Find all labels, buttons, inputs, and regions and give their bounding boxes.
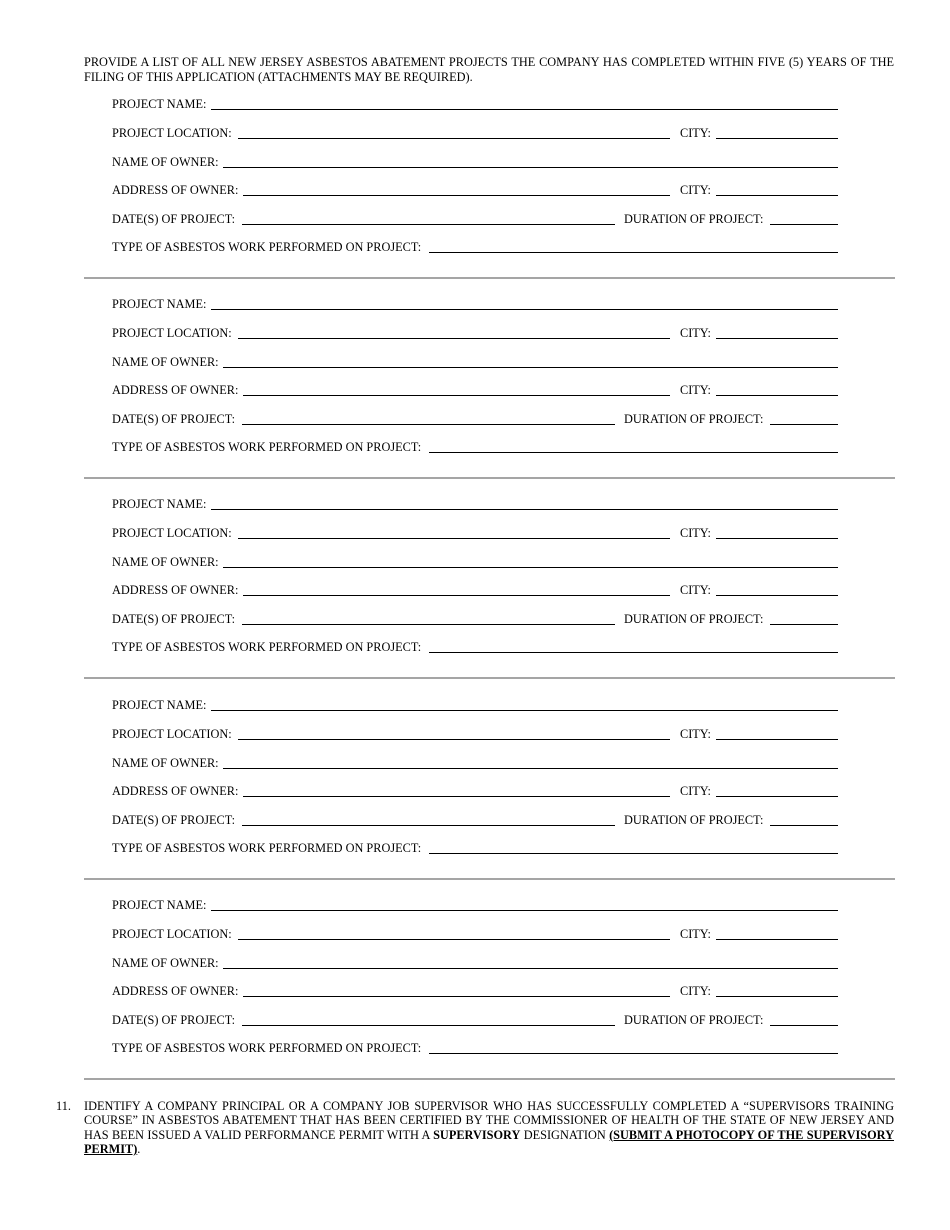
dates-of-project-label: DATE(S) OF PROJECT: (112, 812, 236, 827)
name-of-owner-label: NAME OF OWNER: (112, 355, 219, 370)
owner-city-label: CITY: (680, 383, 711, 398)
type-of-work-label: TYPE OF ASBESTOS WORK PERFORMED ON PROJECT: (112, 1040, 422, 1055)
project-name-label: PROJECT NAME: (112, 97, 207, 111)
name-of-owner-label: NAME OF OWNER: (112, 155, 219, 169)
submit-photocopy-note: (SUBMIT A PHOTOCOPY OF THE SUPERVISORY PERMIT) (84, 1127, 894, 1156)
name-of-owner-row (112, 355, 838, 371)
project-location-field[interactable] (238, 138, 670, 139)
owner-city-field[interactable] (716, 395, 838, 396)
owner-city-label: CITY: (680, 583, 711, 598)
project-location-row (112, 326, 838, 342)
city-label: CITY: (680, 126, 711, 140)
duration-of-project-label: DURATION OF PROJECT: (624, 612, 764, 627)
project-entry (0, 601, 950, 855)
project-location-field[interactable] (238, 338, 670, 339)
city-label: CITY: (680, 726, 711, 741)
project-location-label: PROJECT LOCATION: (112, 526, 232, 541)
name-of-owner-field[interactable] (223, 367, 838, 368)
name-of-owner-row (112, 756, 838, 772)
city-field[interactable] (716, 739, 838, 740)
name-of-owner-field[interactable] (223, 768, 838, 769)
dates-of-project-label: DATE(S) OF PROJECT: (112, 612, 236, 627)
owner-city-field[interactable] (716, 996, 838, 997)
project-name-row (112, 898, 838, 914)
section-divider (84, 1078, 895, 1080)
question-11-text-c: . (137, 1141, 141, 1156)
name-of-owner-row (112, 555, 838, 571)
dates-of-project-label: DATE(S) OF PROJECT: (112, 212, 236, 226)
question-11-text (84, 1099, 894, 1156)
address-of-owner-field[interactable] (243, 595, 670, 596)
type-of-work-label: TYPE OF ASBESTOS WORK PERFORMED ON PROJECT: (112, 840, 422, 855)
duration-of-project-label: DURATION OF PROJECT: (624, 812, 764, 827)
address-of-owner-label: ADDRESS OF OWNER: (112, 383, 239, 398)
address-of-owner-row (112, 183, 838, 199)
owner-city-field[interactable] (716, 595, 838, 596)
owner-city-field[interactable] (716, 796, 838, 797)
city-field[interactable] (716, 338, 838, 339)
project-location-row (112, 927, 838, 943)
address-of-owner-label: ADDRESS OF OWNER: (112, 583, 239, 598)
project-name-label: PROJECT NAME: (112, 297, 207, 312)
project-location-label: PROJECT LOCATION: (112, 326, 232, 341)
type-of-work-label: TYPE OF ASBESTOS WORK PERFORMED ON PROJECT: (112, 440, 422, 455)
question-number: 11. (56, 1099, 71, 1113)
city-label: CITY: (680, 526, 711, 541)
address-of-owner-field[interactable] (243, 395, 670, 396)
instructions-text: PROVIDE A LIST OF ALL NEW JERSEY ASBESTOS ABATEMENT PROJECTS THE COMPANY HAS COMPLETED WITHIN FIVE (5) YEARS OF THE FILING OF THIS APPLICATION (ATTACHMENTS MAY BE REQUIRED). (84, 55, 894, 84)
project-entry (0, 400, 950, 655)
type-of-work-field[interactable] (429, 1053, 838, 1054)
name-of-owner-field[interactable] (223, 167, 838, 168)
address-of-owner-row (112, 984, 838, 1000)
project-name-label: PROJECT NAME: (112, 697, 207, 712)
project-name-row (112, 497, 838, 513)
project-entry (0, 801, 950, 1055)
project-location-label: PROJECT LOCATION: (112, 726, 232, 741)
city-field[interactable] (716, 138, 838, 139)
project-name-field[interactable] (211, 910, 838, 911)
question-11 (56, 1099, 894, 1156)
city-field[interactable] (716, 538, 838, 539)
address-of-owner-field[interactable] (243, 996, 670, 997)
dates-of-project-label: DATE(S) OF PROJECT: (112, 412, 236, 427)
project-name-field[interactable] (211, 509, 838, 510)
name-of-owner-label: NAME OF OWNER: (112, 955, 219, 970)
project-location-row (112, 727, 838, 743)
project-location-row (112, 126, 838, 142)
name-of-owner-label: NAME OF OWNER: (112, 755, 219, 770)
owner-city-field[interactable] (716, 195, 838, 196)
address-of-owner-row (112, 784, 838, 800)
project-entry (0, 200, 950, 455)
address-of-owner-row (112, 583, 838, 599)
project-location-field[interactable] (238, 939, 670, 940)
address-of-owner-field[interactable] (243, 796, 670, 797)
duration-of-project-label: DURATION OF PROJECT: (624, 1012, 764, 1027)
name-of-owner-row (112, 956, 838, 972)
name-of-owner-label: NAME OF OWNER: (112, 555, 219, 570)
project-location-field[interactable] (238, 538, 670, 539)
project-location-label: PROJECT LOCATION: (112, 126, 232, 140)
duration-of-project-field[interactable] (770, 1025, 838, 1026)
name-of-owner-row (112, 155, 838, 171)
address-of-owner-field[interactable] (243, 195, 670, 196)
project-location-field[interactable] (238, 739, 670, 740)
project-name-label: PROJECT NAME: (112, 897, 207, 912)
type-of-work-label: TYPE OF ASBESTOS WORK PERFORMED ON PROJECT: (112, 640, 422, 655)
city-field[interactable] (716, 939, 838, 940)
address-of-owner-label: ADDRESS OF OWNER: (112, 783, 239, 798)
project-name-field[interactable] (211, 309, 838, 310)
owner-city-label: CITY: (680, 183, 711, 197)
name-of-owner-field[interactable] (223, 567, 838, 568)
city-label: CITY: (680, 326, 711, 341)
duration-of-project-label: DURATION OF PROJECT: (624, 412, 764, 427)
project-name-field[interactable] (211, 710, 838, 711)
owner-city-label: CITY: (680, 783, 711, 798)
dates-of-project-field[interactable] (242, 1025, 615, 1026)
question-11-text-a: IDENTIFY A COMPANY PRINCIPAL OR A COMPANY JOB SUPERVISOR WHO HAS SUCCESSFULLY COMPLETED A “SUPERVISORS TRAINING COURSE” IN ASBESTOS ABATEMENT THAT HAS BEEN CERTIFIED BY THE COMMISSIONER OF HEALTH OF THE STATE OF NEW JERSEY AND HAS BEEN ISSUED A VALID PERFORMANCE PERMIT WITH A (84, 1099, 894, 1142)
supervisory-emphasis: SUPERVISORY (433, 1127, 521, 1142)
type-of-work-row (112, 1041, 838, 1057)
address-of-owner-row (112, 383, 838, 399)
address-of-owner-label: ADDRESS OF OWNER: (112, 983, 239, 998)
project-name-row (112, 297, 838, 313)
project-name-row (112, 698, 838, 714)
question-11-text-b: DESIGNATION (520, 1127, 610, 1142)
name-of-owner-field[interactable] (223, 968, 838, 969)
city-label: CITY: (680, 926, 711, 941)
project-name-row (112, 97, 838, 113)
owner-city-label: CITY: (680, 983, 711, 998)
project-name-field[interactable] (211, 109, 838, 110)
project-name-label: PROJECT NAME: (112, 497, 207, 512)
project-location-row (112, 526, 838, 542)
address-of-owner-label: ADDRESS OF OWNER: (112, 183, 239, 197)
dates-of-project-row (112, 1013, 838, 1029)
project-entry (0, 0, 950, 254)
dates-of-project-label: DATE(S) OF PROJECT: (112, 1012, 236, 1027)
duration-of-project-label: DURATION OF PROJECT: (624, 212, 764, 226)
type-of-work-label: TYPE OF ASBESTOS WORK PERFORMED ON PROJECT: (112, 240, 422, 254)
project-location-label: PROJECT LOCATION: (112, 926, 232, 941)
